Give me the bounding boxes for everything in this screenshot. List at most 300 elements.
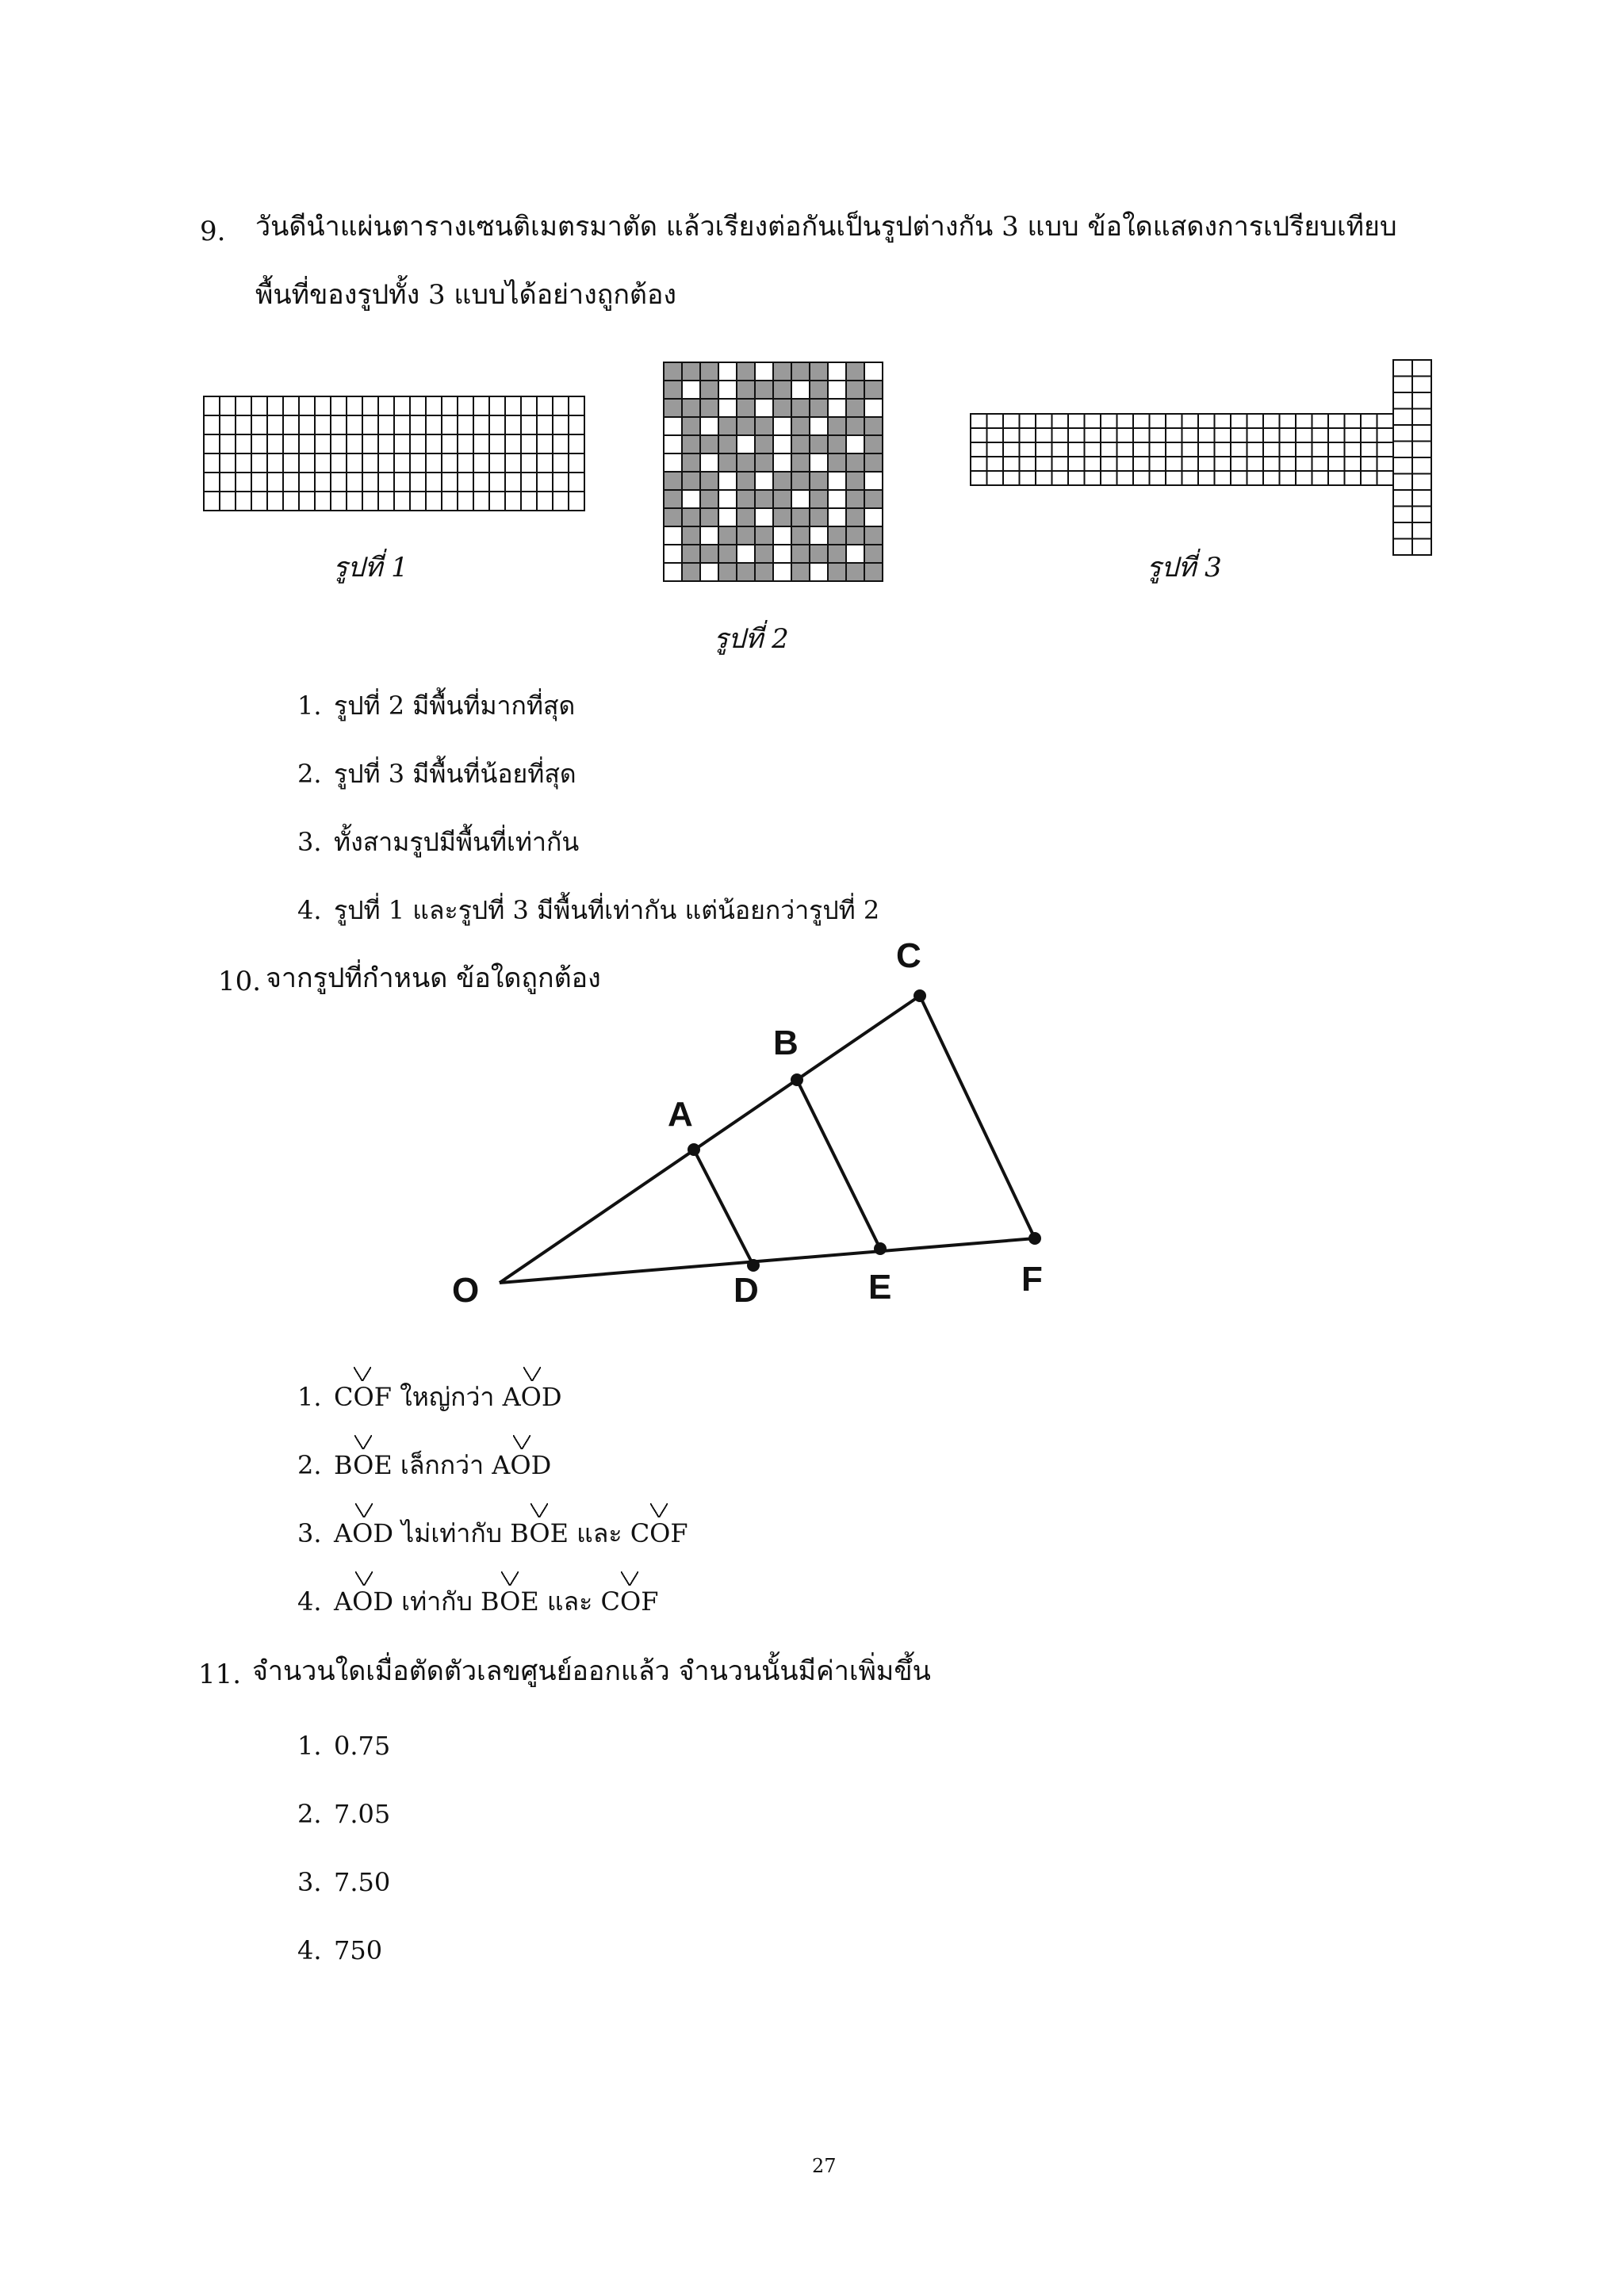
grid-cell [1312, 457, 1329, 471]
grid-cell [489, 434, 505, 453]
grid-cell [473, 415, 489, 434]
grid-cell [1003, 414, 1020, 428]
shaded-cell [846, 508, 864, 526]
grid-cell [987, 457, 1004, 471]
grid-cell [267, 434, 283, 453]
q10-option-3[interactable] [297, 1516, 688, 1551]
shaded-cell [828, 545, 846, 563]
grid-cell [458, 453, 473, 473]
grid-cell [394, 473, 410, 492]
grid-cell [1328, 428, 1345, 442]
shaded-cell [755, 417, 773, 435]
grid-cell [362, 434, 378, 453]
grid-cell [1393, 377, 1412, 393]
grid-cell [473, 396, 489, 415]
angle-boe: BOE [334, 1448, 393, 1483]
grid-cell [315, 434, 331, 453]
grid-cell [718, 490, 737, 508]
grid-cell [569, 492, 584, 511]
point-b [791, 1073, 803, 1086]
grid-cell [1150, 428, 1166, 442]
grid-cell [1412, 409, 1431, 426]
grid-cell [828, 381, 846, 399]
grid-cell [1412, 522, 1431, 539]
grid-cell [489, 453, 505, 473]
point-d [747, 1259, 760, 1272]
grid-cell [426, 453, 442, 473]
grid-cell [1393, 522, 1412, 539]
label-d: D [733, 1271, 759, 1310]
label-b: B [773, 1024, 799, 1062]
grid-cell [1003, 428, 1020, 442]
grid-cell [1345, 414, 1362, 428]
grid-cell [810, 563, 828, 581]
grid-cell [442, 473, 458, 492]
angle-aod: AOD [503, 1380, 562, 1414]
grid-cell [1393, 474, 1412, 491]
shaded-cell [718, 435, 737, 453]
grid-cell [864, 472, 883, 490]
grid-cell [299, 396, 315, 415]
grid-cell [1296, 428, 1312, 442]
option-number: 4. [297, 1935, 322, 1965]
grid-cell [1247, 428, 1264, 442]
grid-cell [204, 396, 220, 415]
grid-cell [1312, 414, 1329, 428]
grid-cell [1117, 457, 1134, 471]
option-text: รูปที่ 2 มีพื้นที่มากที่สุด [334, 691, 576, 721]
grid-cell [1215, 428, 1231, 442]
grid-cell [1231, 414, 1247, 428]
shaded-cell [737, 490, 755, 508]
shaded-cell [846, 381, 864, 399]
grid-cell [283, 473, 299, 492]
label-f: F [1021, 1260, 1043, 1299]
q10-option-4[interactable] [297, 1584, 658, 1619]
grid-cell [331, 415, 347, 434]
grid-cell [1377, 414, 1394, 428]
grid-cell [1182, 428, 1199, 442]
grid-cell [236, 415, 251, 434]
grid-cell [1052, 457, 1069, 471]
shaded-cell [682, 417, 700, 435]
shaded-cell [755, 453, 773, 472]
grid-cell [1377, 457, 1394, 471]
grid-cell [1101, 442, 1117, 457]
grid-cell [236, 396, 251, 415]
grid-cell [442, 415, 458, 434]
grid-cell [299, 453, 315, 473]
option-text: รูปที่ 1 และรูปที่ 3 มีพื้นที่เท่ากัน แต่น้อยกว่ารูปที่ 2 [334, 895, 880, 925]
shaded-cell [682, 453, 700, 472]
grid-cell [1101, 414, 1117, 428]
grid-cell [1312, 428, 1329, 442]
grid-cell [505, 434, 521, 453]
option-number: 3. [297, 1867, 322, 1897]
shaded-cell [700, 545, 718, 563]
shaded-cell [664, 472, 682, 490]
grid-cell [1166, 457, 1182, 471]
grid-cell [700, 526, 718, 545]
shaded-cell [810, 381, 828, 399]
grid-cell [489, 492, 505, 511]
grid-cell [828, 508, 846, 526]
shaded-cell [864, 490, 883, 508]
grid-cell [1412, 474, 1431, 491]
q11-option-1[interactable] [297, 1728, 390, 1763]
grid-cell [378, 492, 394, 511]
option-conjunction: และ [576, 1518, 622, 1548]
grid-cell [1345, 428, 1362, 442]
grid-cell [236, 453, 251, 473]
grid-cell [1003, 457, 1020, 471]
shaded-cell [718, 526, 737, 545]
shaded-cell [700, 381, 718, 399]
grid-cell [394, 396, 410, 415]
grid-cell [1068, 414, 1085, 428]
shaded-cell [682, 526, 700, 545]
grid-cell [251, 453, 267, 473]
shaded-cell [682, 563, 700, 581]
grid-cell [1150, 442, 1166, 457]
grid-cell [251, 415, 267, 434]
grid-cell [1296, 414, 1312, 428]
grid-cell [473, 453, 489, 473]
grid-cell [1231, 471, 1247, 485]
grid-cell [220, 473, 236, 492]
q9-option-2[interactable] [297, 756, 576, 791]
grid-cell [773, 417, 791, 435]
grid-cell [1263, 471, 1280, 485]
grid-cell [1166, 442, 1182, 457]
q11-option-4[interactable] [297, 1933, 382, 1968]
grid-cell [394, 415, 410, 434]
option-number: 1. [297, 691, 322, 721]
grid-cell [378, 434, 394, 453]
grid-cell [664, 545, 682, 563]
grid-cell [410, 434, 426, 453]
grid-cell [1198, 414, 1215, 428]
grid-cell [236, 434, 251, 453]
grid-cell [1312, 442, 1329, 457]
grid-cell [987, 471, 1004, 485]
grid-cell [1215, 457, 1231, 471]
grid-cell [347, 492, 362, 511]
shaded-cell [737, 362, 755, 381]
grid-cell [1150, 457, 1166, 471]
shaded-cell [828, 526, 846, 545]
grid-cell [1296, 457, 1312, 471]
grid-cell [1393, 507, 1412, 523]
grid-cell [505, 396, 521, 415]
option-text: 7.50 [334, 1867, 391, 1897]
grid-cell [1263, 442, 1280, 457]
shaded-cell [828, 435, 846, 453]
grid-cell [664, 417, 682, 435]
grid-cell [521, 492, 537, 511]
shaded-cell [737, 563, 755, 581]
grid-cell [569, 453, 584, 473]
grid-cell [299, 434, 315, 453]
shaded-cell [828, 417, 846, 435]
shaded-cell [737, 453, 755, 472]
grid-cell [1377, 428, 1394, 442]
shaded-cell [682, 545, 700, 563]
grid-cell [220, 492, 236, 511]
grid-cell [204, 453, 220, 473]
grid-cell [553, 492, 569, 511]
grid-cell [378, 415, 394, 434]
grid-cell [1280, 442, 1297, 457]
grid-cell [1133, 457, 1150, 471]
grid-cell [1166, 414, 1182, 428]
shaded-cell [700, 508, 718, 526]
grid-cell [1003, 471, 1020, 485]
grid-cell [299, 492, 315, 511]
shaded-cell [664, 381, 682, 399]
grid-cell [971, 471, 987, 485]
grid-cell [458, 434, 473, 453]
shaded-cell [700, 490, 718, 508]
shaded-cell [810, 362, 828, 381]
grid-cell [1215, 414, 1231, 428]
ray-of [500, 1238, 1035, 1283]
grid-cell [473, 473, 489, 492]
shaded-cell [791, 453, 810, 472]
option-relation: เท่ากับ [401, 1586, 473, 1617]
grid-cell [1263, 428, 1280, 442]
segment-cf [920, 996, 1035, 1238]
label-a: A [668, 1095, 693, 1134]
grid-cell [251, 396, 267, 415]
grid-cell [553, 434, 569, 453]
q9-text-line1: วันดีนำแผ่นตารางเซนติเมตรมาตัด แล้วเรียงต่อกันเป็นรูปต่างกัน 3 แบบ ข้อใดแสดงการเปรียบเทียบ [255, 211, 1397, 243]
point-f [1028, 1232, 1041, 1245]
shaded-cell [737, 526, 755, 545]
grid-cell [331, 434, 347, 453]
shaded-cell [773, 508, 791, 526]
grid-cell [521, 453, 537, 473]
grid-cell [1036, 457, 1052, 471]
grid-cell [267, 396, 283, 415]
q11-option-3[interactable] [297, 1865, 390, 1900]
grid-cell [664, 435, 682, 453]
shaded-cell [718, 417, 737, 435]
angle-boe: BOE [481, 1584, 539, 1619]
grid-cell [1182, 442, 1199, 457]
grid-cell [971, 428, 987, 442]
shaded-cell [810, 490, 828, 508]
grid-cell [682, 381, 700, 399]
shaded-cell [737, 399, 755, 417]
grid-cell [553, 396, 569, 415]
shaded-cell [791, 563, 810, 581]
grid-cell [362, 492, 378, 511]
grid-cell [537, 473, 553, 492]
grid-cell [569, 473, 584, 492]
q9-text-line2: พื้นที่ของรูปทั้ง 3 แบบได้อย่างถูกต้อง [255, 279, 677, 311]
q9-option-1[interactable] [297, 688, 575, 723]
grid-cell [331, 396, 347, 415]
grid-cell [283, 415, 299, 434]
grid-cell [1068, 442, 1085, 457]
grid-cell [426, 473, 442, 492]
shaded-cell [664, 490, 682, 508]
grid-cell [442, 396, 458, 415]
grid-cell [347, 396, 362, 415]
grid-cell [1231, 457, 1247, 471]
label-e: E [868, 1268, 892, 1307]
q9-option-4[interactable] [297, 893, 879, 928]
shaded-cell [682, 472, 700, 490]
grid-cell [1393, 409, 1412, 426]
grid-cell [378, 396, 394, 415]
grid-cell [1052, 471, 1069, 485]
grid-cell [283, 396, 299, 415]
shaded-cell [791, 472, 810, 490]
option-number: 1. [297, 1731, 322, 1761]
grid-cell [1133, 414, 1150, 428]
grid-cell [537, 492, 553, 511]
angle-aod: AOD [334, 1516, 393, 1551]
shaded-cell [810, 545, 828, 563]
figure-rays-diagram [444, 936, 1078, 1324]
option-relation: เล็กกว่า [400, 1450, 485, 1480]
grid-cell [505, 453, 521, 473]
grid-cell [1247, 471, 1264, 485]
shaded-cell [846, 362, 864, 381]
grid-cell [828, 490, 846, 508]
shaded-cell [791, 362, 810, 381]
shaded-cell [755, 526, 773, 545]
grid-cell [505, 473, 521, 492]
shaded-cell [864, 545, 883, 563]
grid-cell [664, 563, 682, 581]
grid-cell [331, 473, 347, 492]
grid-cell [521, 434, 537, 453]
grid-cell [537, 434, 553, 453]
grid-cell [664, 453, 682, 472]
grid-cell [1036, 471, 1052, 485]
label-o: O [452, 1271, 480, 1310]
grid-cell [204, 473, 220, 492]
q9-option-3[interactable] [297, 825, 579, 859]
angle-cof: COF [334, 1380, 392, 1414]
grid-cell [569, 415, 584, 434]
grid-cell [718, 508, 737, 526]
shaded-cell [700, 362, 718, 381]
grid-cell [251, 434, 267, 453]
grid-cell [828, 362, 846, 381]
grid-cell [267, 415, 283, 434]
grid-cell [773, 545, 791, 563]
grid-cell [1052, 428, 1069, 442]
grid-cell [1263, 457, 1280, 471]
grid-cell [410, 492, 426, 511]
angle-aod: AOD [492, 1448, 551, 1483]
grid-cell [1198, 471, 1215, 485]
q11-option-2[interactable] [297, 1797, 390, 1831]
shaded-cell [755, 563, 773, 581]
grid-cell [473, 492, 489, 511]
shaded-cell [864, 417, 883, 435]
shaded-cell [846, 417, 864, 435]
grid-cell [220, 415, 236, 434]
grid-cell [378, 473, 394, 492]
grid-cell [1052, 442, 1069, 457]
grid-cell [1328, 414, 1345, 428]
grid-cell [791, 490, 810, 508]
q10-option-1[interactable] [297, 1380, 562, 1414]
grid-cell [1020, 428, 1036, 442]
option-text: รูปที่ 3 มีพื้นที่น้อยที่สุด [334, 759, 576, 789]
shaded-cell [791, 417, 810, 435]
grid-cell [1361, 428, 1377, 442]
ray-oc [500, 996, 920, 1283]
grid-cell [347, 473, 362, 492]
label-c: C [896, 936, 921, 975]
shaded-cell [791, 526, 810, 545]
grid-cell [1117, 414, 1134, 428]
option-conjunction: และ [546, 1586, 593, 1617]
grid-cell [521, 473, 537, 492]
grid-cell [1393, 360, 1412, 377]
grid-cell [1020, 457, 1036, 471]
grid-cell [1280, 414, 1297, 428]
grid-cell [737, 435, 755, 453]
grid-cell [682, 490, 700, 508]
shaded-cell [755, 490, 773, 508]
shaded-cell [846, 399, 864, 417]
q10-option-2[interactable] [297, 1448, 551, 1483]
grid-cell [1133, 471, 1150, 485]
grid-cell [1412, 539, 1431, 556]
grid-cell [315, 473, 331, 492]
grid-cell [1166, 428, 1182, 442]
shaded-cell [773, 490, 791, 508]
shaded-cell [828, 453, 846, 472]
grid-cell [1412, 507, 1431, 523]
grid-cell [426, 492, 442, 511]
grid-cell [315, 492, 331, 511]
grid-cell [220, 434, 236, 453]
grid-cell [1052, 414, 1069, 428]
shaded-cell [828, 563, 846, 581]
grid-cell [1101, 428, 1117, 442]
option-number: 2. [297, 1799, 322, 1829]
grid-cell [971, 442, 987, 457]
grid-cell [283, 492, 299, 511]
grid-cell [718, 362, 737, 381]
grid-cell [267, 492, 283, 511]
grid-cell [1412, 442, 1431, 458]
grid-cell [315, 453, 331, 473]
grid-cell [810, 526, 828, 545]
grid-cell [1296, 442, 1312, 457]
point-c [914, 989, 926, 1002]
grid-cell [394, 434, 410, 453]
grid-cell [1412, 377, 1431, 393]
grid-cell [1247, 442, 1264, 457]
grid-cell [347, 415, 362, 434]
shaded-cell [810, 435, 828, 453]
grid-cell [204, 492, 220, 511]
grid-cell [1412, 392, 1431, 409]
grid-cell [773, 435, 791, 453]
grid-cell [718, 472, 737, 490]
grid-cell [773, 453, 791, 472]
grid-cell [1036, 414, 1052, 428]
